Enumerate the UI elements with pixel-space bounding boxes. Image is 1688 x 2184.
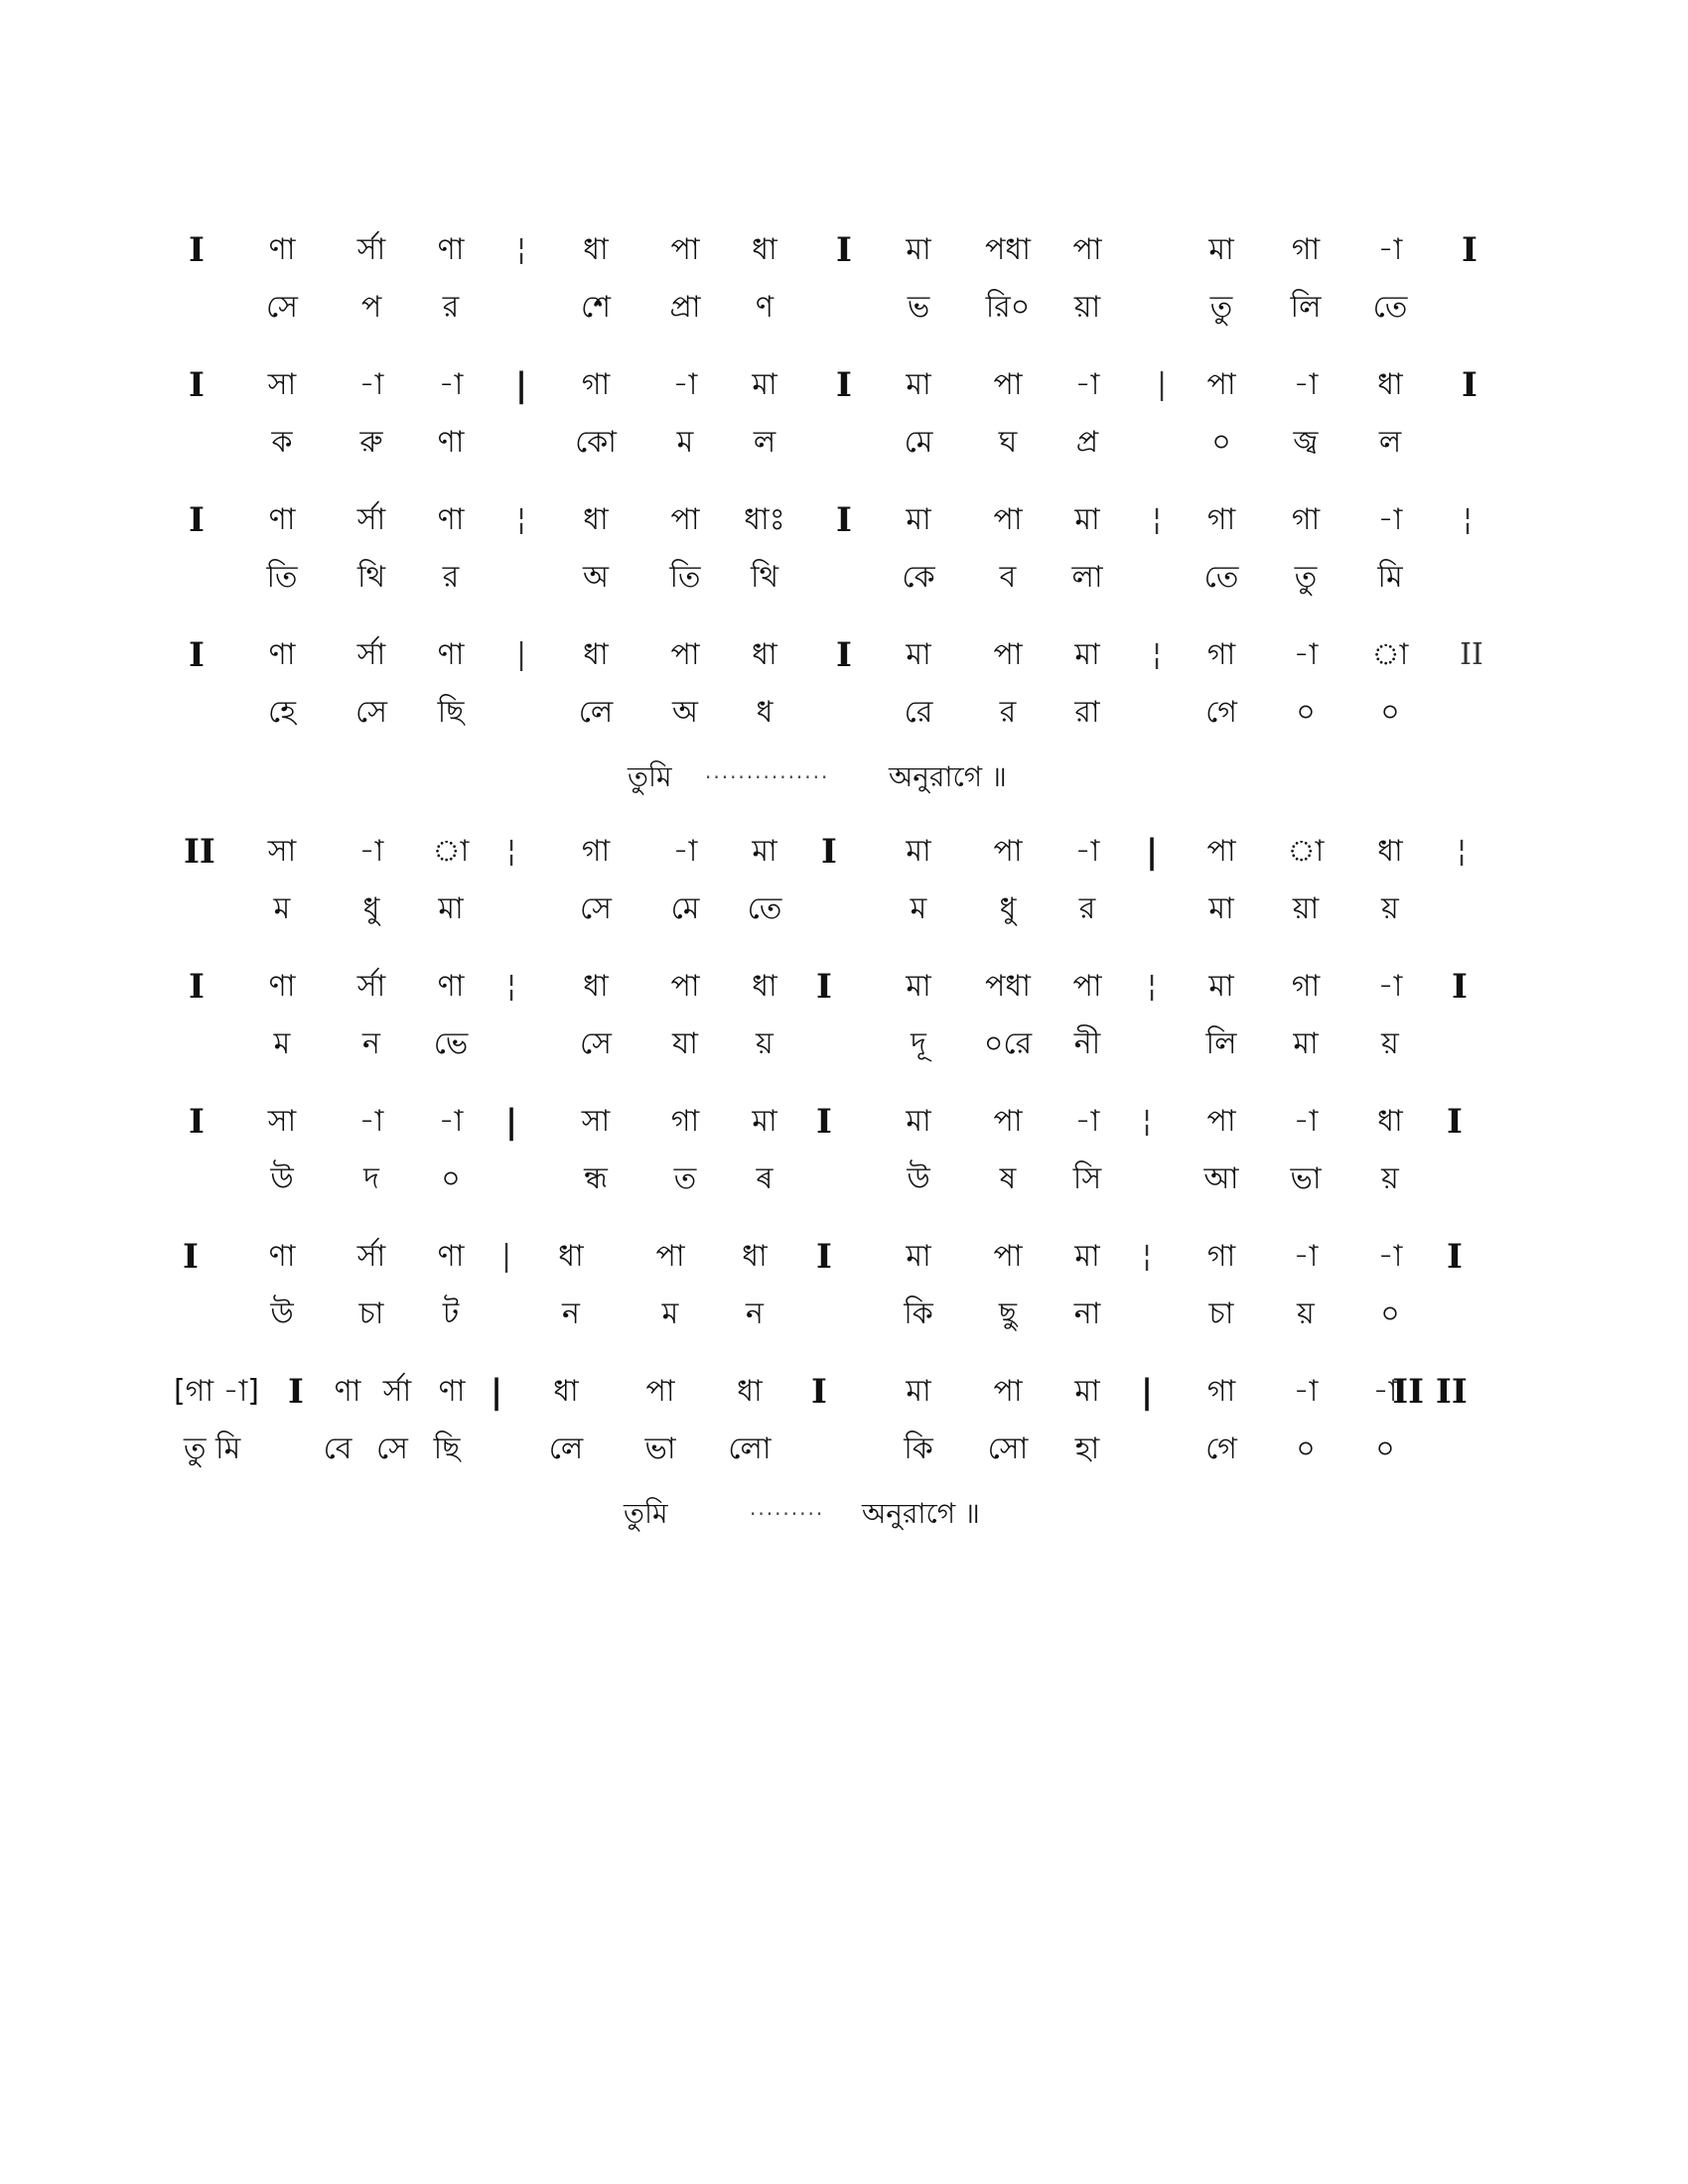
note: সা — [581, 1104, 611, 1139]
lyric-syllable: লা — [1071, 560, 1103, 595]
lyric-syllable: ছি — [433, 1432, 461, 1466]
lyric-syllable: ০ — [441, 1161, 461, 1196]
lyric-syllable: য় — [1297, 1297, 1315, 1331]
note: মা — [752, 834, 777, 869]
lyric-syllable: ম — [676, 425, 694, 460]
lyric-syllable: গে — [1205, 695, 1237, 730]
note: পা — [670, 969, 700, 1004]
lyric-syllable: সে — [266, 290, 298, 325]
lyric-syllable: ০রে — [983, 1026, 1033, 1061]
lyric-syllable: লো — [728, 1432, 772, 1466]
barline: ¦ — [1462, 502, 1474, 537]
note: ধা — [752, 969, 777, 1004]
lyric-syllable: কো — [575, 425, 617, 460]
lyric-syllable: কে — [902, 560, 935, 595]
notes-row — [0, 1362, 1688, 1422]
lyric-syllable: ট — [442, 1297, 460, 1331]
barline: I — [1452, 967, 1468, 1007]
lyric-syllable: ভে — [433, 1026, 469, 1061]
note: া — [1287, 834, 1325, 869]
note: পধা — [985, 232, 1031, 267]
note: ধা — [1377, 834, 1403, 869]
lyric-syllable: ধ — [756, 695, 774, 730]
note: -া — [1074, 367, 1100, 402]
note: -া — [1293, 1374, 1319, 1409]
notation-block-2 — [0, 355, 1688, 475]
refrain-word: তুমি — [628, 760, 672, 793]
lyric-syllable: তে — [1372, 290, 1408, 325]
lyric-syllable: ধু — [999, 891, 1017, 926]
note: ধা — [583, 637, 609, 672]
note: -া — [1293, 1104, 1319, 1139]
lyric-syllable: হে — [268, 695, 296, 730]
note: ধাঃ — [744, 502, 785, 537]
notation-block-5 — [0, 822, 1688, 941]
lyric-syllable: ০ — [1380, 1297, 1400, 1331]
lyric-syllable: শে — [581, 290, 611, 325]
note: -া — [1377, 1239, 1403, 1274]
note: ধা — [752, 232, 777, 267]
final-double-barline: II II — [1392, 1372, 1468, 1412]
note: পা — [645, 1374, 675, 1409]
barline: ¦ — [505, 834, 517, 869]
note: গা — [581, 367, 611, 402]
lyric-syllable: ০ — [1296, 695, 1316, 730]
lyric-syllable: ল — [1378, 425, 1402, 460]
note: -া — [1377, 502, 1403, 537]
start-barline: I — [183, 1237, 199, 1277]
lyric-syllable: ভা — [1290, 1161, 1322, 1196]
lyric-syllable: য় — [1381, 1161, 1399, 1196]
lyric-syllable: মি — [1377, 560, 1403, 595]
note: ধা — [1377, 1104, 1403, 1139]
barline: ¦ — [1141, 1104, 1153, 1139]
note: পা — [670, 637, 700, 672]
note: -া — [1293, 637, 1319, 672]
barline: ¦ — [515, 502, 527, 537]
lyric-syllable: ঘ — [998, 425, 1018, 460]
lyric-syllable: ম — [910, 891, 927, 926]
barline: | — [1156, 367, 1168, 402]
note: ধা — [558, 1239, 584, 1274]
note: ণা — [437, 232, 465, 267]
lyric-syllable: গে — [1205, 1432, 1237, 1466]
note: গা — [1291, 502, 1321, 537]
lyric-syllable: চা — [1208, 1297, 1234, 1331]
notation-block-1 — [0, 220, 1688, 340]
barline: ¦ — [1141, 1239, 1153, 1274]
note: সা — [267, 834, 297, 869]
lyric-syllable: থি — [356, 560, 385, 595]
lyric-syllable: ০ — [1296, 1432, 1316, 1466]
note: মা — [1074, 502, 1100, 537]
notation-block-9 — [0, 1362, 1688, 1481]
note: গা — [1291, 232, 1321, 267]
double-barline: II — [1460, 637, 1483, 672]
barline: I — [816, 1237, 832, 1277]
note: ণা — [268, 232, 296, 267]
refrain-word: তুমি — [624, 1497, 668, 1530]
note: মা — [906, 367, 931, 402]
note: পা — [1206, 367, 1236, 402]
lyric-syllable: অ — [583, 560, 609, 595]
lyric-syllable: ণ — [755, 290, 774, 325]
lyric-syllable: মা — [1293, 1026, 1319, 1061]
note: গা — [1206, 1239, 1236, 1274]
notation-block-4 — [0, 625, 1688, 745]
barline: | — [500, 1239, 512, 1274]
lyric-syllable: প্রা — [669, 290, 701, 325]
lyric-syllable: ছি — [437, 695, 465, 730]
start-barline: I — [189, 230, 205, 270]
lyric-syllable: সে — [355, 695, 387, 730]
note: ধা — [583, 969, 609, 1004]
note: ধা — [553, 1374, 579, 1409]
note: গা — [1206, 637, 1236, 672]
note: মা — [906, 969, 931, 1004]
note: ণা — [437, 637, 465, 672]
note: মা — [1208, 969, 1234, 1004]
lyric-syllable: উ — [270, 1297, 294, 1331]
lyric-syllable: থি — [750, 560, 778, 595]
note: ধা — [742, 1239, 768, 1274]
lyric-syllable: হা — [1074, 1432, 1100, 1466]
barline: I — [1447, 1102, 1463, 1142]
lyric-syllable: সো — [987, 1432, 1029, 1466]
barline: I — [1462, 230, 1477, 270]
note: ণা — [437, 969, 465, 1004]
notes-row — [0, 822, 1688, 882]
barline: | — [515, 637, 527, 672]
note: পা — [670, 502, 700, 537]
note: র্সা — [356, 637, 386, 672]
lyric-syllable: রা — [1074, 695, 1100, 730]
note: -া — [438, 367, 464, 402]
note: পা — [1072, 969, 1102, 1004]
lyric-syllable: য় — [1381, 1026, 1399, 1061]
note: র্সা — [356, 1239, 386, 1274]
note: গা — [670, 1104, 700, 1139]
lyric-syllable: ভ — [907, 290, 930, 325]
note: মা — [906, 637, 931, 672]
note: পা — [1072, 232, 1102, 267]
lyric-syllable: নী — [1073, 1026, 1101, 1061]
note: ণা — [268, 969, 296, 1004]
note: মা — [906, 1104, 931, 1139]
note: পা — [1206, 1104, 1236, 1139]
note: ণা — [437, 502, 465, 537]
refrain-end: অনুরাগে ॥ — [862, 1497, 980, 1530]
note: -া — [1074, 1104, 1100, 1139]
barline: | — [1145, 832, 1159, 872]
lyric-syllable: চা — [358, 1297, 384, 1331]
refrain-line — [0, 1489, 1688, 1539]
lyric-syllable: ণা — [437, 425, 465, 460]
lyrics-row — [0, 880, 1688, 939]
barline: ¦ — [515, 232, 527, 267]
repeat-prefix: [গা -া] — [174, 1374, 260, 1409]
start-barline: I — [189, 635, 205, 675]
notation-block-6 — [0, 957, 1688, 1076]
lyric-syllable: লি — [1290, 290, 1322, 325]
lyric-syllable: জ্ব — [1293, 425, 1319, 460]
barline: ¦ — [1151, 637, 1163, 672]
lyric-syllable: লে — [548, 1432, 584, 1466]
lyric-syllable: দূ — [911, 1026, 926, 1061]
note: মা — [906, 502, 931, 537]
note: গা — [581, 834, 611, 869]
note: ণা — [334, 1374, 361, 1409]
note: -া — [1074, 834, 1100, 869]
lyric-syllable: উ — [907, 1161, 930, 1196]
lyric-syllable: প — [360, 290, 382, 325]
start-barline: I — [189, 1102, 205, 1142]
lyric-syllable: ধু — [362, 891, 380, 926]
lyric-syllable: তে — [1203, 560, 1239, 595]
lyric-syllable: ল — [753, 425, 776, 460]
note: -া — [1377, 969, 1403, 1004]
lyric-syllable: তি — [669, 560, 701, 595]
lyric-syllable: কি — [904, 1432, 933, 1466]
lyric-syllable: প্র — [1075, 425, 1099, 460]
note: া — [1371, 637, 1409, 672]
lyric-syllable: সে — [580, 1026, 612, 1061]
lyric-syllable: মা — [438, 891, 464, 926]
note: ণা — [268, 1239, 296, 1274]
note: মা — [1074, 1239, 1100, 1274]
refrain-dots: ··············· — [705, 765, 830, 789]
note: ণা — [437, 1239, 465, 1274]
note: পা — [993, 1104, 1023, 1139]
lyrics-row — [0, 1420, 1688, 1479]
lyric-syllable: ত — [673, 1161, 697, 1196]
lyric-syllable: ০ — [1380, 695, 1400, 730]
lyric-syllable: আ — [1203, 1161, 1239, 1196]
lyric-syllable: তি — [266, 560, 298, 595]
note: ধা — [1377, 367, 1403, 402]
lyrics-row — [0, 413, 1688, 473]
start-double-barline: II — [184, 832, 215, 872]
notation-block-3 — [0, 490, 1688, 610]
lyric-syllable: ০ — [1375, 1432, 1395, 1466]
note: সা — [267, 1104, 297, 1139]
note: মা — [906, 1239, 931, 1274]
notation-block-8 — [0, 1227, 1688, 1346]
barline: I — [816, 967, 832, 1007]
note: মা — [752, 1104, 777, 1139]
barline: I — [816, 1102, 832, 1142]
notes-row — [0, 355, 1688, 415]
lyric-syllable: ব — [999, 560, 1017, 595]
note: পা — [993, 367, 1023, 402]
note: ধা — [583, 232, 609, 267]
note: -া — [1293, 1239, 1319, 1274]
lyric-syllable: তে — [747, 891, 782, 926]
lyric-syllable: দ — [363, 1161, 379, 1196]
lyrics-row — [0, 1285, 1688, 1344]
note: -া — [672, 367, 698, 402]
lyric-syllable: ম — [661, 1297, 679, 1331]
note: গা — [1206, 502, 1236, 537]
lyric-syllable: না — [1073, 1297, 1101, 1331]
note: া — [432, 834, 470, 869]
refrain-line — [0, 752, 1688, 802]
barline: | — [504, 1102, 518, 1142]
lyric-syllable: লি — [1205, 1026, 1237, 1061]
lyrics-row — [0, 1150, 1688, 1209]
notes-row — [0, 1092, 1688, 1152]
note: র্সা — [356, 232, 386, 267]
lyric-syllable: য়া — [1073, 290, 1101, 325]
lyric-syllable: য় — [1381, 891, 1399, 926]
lyric-syllable: ভা — [644, 1432, 676, 1466]
note: পধা — [985, 969, 1031, 1004]
note: র্সা — [356, 502, 386, 537]
lyric-syllable: সি — [1072, 1161, 1102, 1196]
lyric-syllable: যা — [672, 1026, 698, 1061]
lyric-syllable: ন — [362, 1026, 380, 1061]
lyric-syllable: মে — [904, 425, 933, 460]
lyric-syllable: ৰ — [756, 1161, 774, 1196]
lyric-prefix: তু মি — [184, 1432, 241, 1466]
note: -া — [438, 1104, 464, 1139]
note: র্সা — [382, 1374, 412, 1409]
note: পা — [655, 1239, 685, 1274]
note: -া — [1372, 1374, 1398, 1409]
start-barline: I — [189, 365, 205, 405]
lyric-syllable: সে — [580, 891, 612, 926]
lyrics-row — [0, 548, 1688, 608]
lyric-syllable: মে — [670, 891, 700, 926]
barline: I — [821, 832, 837, 872]
start-barline: I — [189, 500, 205, 540]
note: মা — [1208, 232, 1234, 267]
barline: | — [490, 1372, 503, 1412]
lyric-syllable: র — [1078, 891, 1096, 926]
barline: | — [1140, 1372, 1154, 1412]
note: পা — [993, 1374, 1023, 1409]
lyrics-row — [0, 1015, 1688, 1074]
lyric-syllable: ন্ধ — [584, 1161, 608, 1196]
lyrics-row — [0, 683, 1688, 743]
note: ধা — [752, 637, 777, 672]
lyric-syllable: কি — [904, 1297, 933, 1331]
lyric-syllable: অ — [672, 695, 698, 730]
note: ণা — [268, 637, 296, 672]
notes-row — [0, 1227, 1688, 1287]
lyric-syllable: রি০ — [985, 290, 1031, 325]
lyric-syllable: র — [442, 560, 460, 595]
lyric-syllable: ম — [273, 1026, 291, 1061]
lyric-syllable: র — [442, 290, 460, 325]
start-barline: I — [189, 967, 205, 1007]
lyric-syllable: ন — [562, 1297, 580, 1331]
note: -া — [1293, 367, 1319, 402]
barline: I — [836, 635, 852, 675]
lyric-syllable: তু — [1294, 560, 1318, 595]
lyric-syllable: ক — [271, 425, 293, 460]
refrain-end: অনুরাগে ॥ — [889, 760, 1007, 793]
lyric-syllable: ০ — [1211, 425, 1231, 460]
note: মা — [1074, 637, 1100, 672]
note: র্সা — [356, 969, 386, 1004]
notes-row — [0, 220, 1688, 280]
note: সা — [267, 367, 297, 402]
note: ণা — [438, 1374, 466, 1409]
start-barline: I — [288, 1372, 304, 1412]
barline: ¦ — [1456, 834, 1468, 869]
lyric-syllable: রে — [904, 695, 933, 730]
barline: I — [811, 1372, 827, 1412]
lyric-syllable: য়া — [1292, 891, 1320, 926]
lyric-syllable: ছু — [998, 1297, 1018, 1331]
note: মা — [906, 1374, 931, 1409]
note: -া — [358, 834, 384, 869]
note: -া — [1377, 232, 1403, 267]
barline: I — [836, 230, 852, 270]
lyric-syllable: মা — [1208, 891, 1234, 926]
lyric-syllable: লে — [578, 695, 614, 730]
notes-row — [0, 957, 1688, 1017]
lyric-syllable: রু — [359, 425, 383, 460]
note: পা — [993, 834, 1023, 869]
barline: I — [836, 365, 852, 405]
lyric-syllable: সে — [376, 1432, 408, 1466]
note: ণা — [268, 502, 296, 537]
note: মা — [906, 232, 931, 267]
note: মা — [1074, 1374, 1100, 1409]
note: -া — [672, 834, 698, 869]
note: পা — [670, 232, 700, 267]
note: গা — [1291, 969, 1321, 1004]
refrain-dots: ········· — [750, 1502, 825, 1526]
notes-row — [0, 625, 1688, 685]
lyric-syllable: র — [999, 695, 1017, 730]
note: -া — [358, 367, 384, 402]
barline: ¦ — [1151, 502, 1163, 537]
note: পা — [993, 1239, 1023, 1274]
barline: ¦ — [1146, 969, 1158, 1004]
lyric-syllable: বে — [323, 1432, 352, 1466]
note: গা — [1206, 1374, 1236, 1409]
lyric-syllable: উ — [270, 1161, 294, 1196]
barline: | — [514, 365, 528, 405]
barline: I — [1462, 365, 1477, 405]
note: -া — [358, 1104, 384, 1139]
lyric-syllable: তু — [1209, 290, 1233, 325]
barline: ¦ — [505, 969, 517, 1004]
notes-row — [0, 490, 1688, 550]
note: পা — [993, 502, 1023, 537]
lyric-syllable: ষ — [999, 1161, 1017, 1196]
note: মা — [752, 367, 777, 402]
lyric-syllable: য় — [756, 1026, 774, 1061]
barline: I — [836, 500, 852, 540]
note: পা — [1206, 834, 1236, 869]
note: মা — [906, 834, 931, 869]
lyric-syllable: ম — [273, 891, 291, 926]
note: পা — [993, 637, 1023, 672]
lyrics-row — [0, 278, 1688, 338]
notation-block-7 — [0, 1092, 1688, 1211]
note: ধা — [583, 502, 609, 537]
note: ধা — [737, 1374, 763, 1409]
lyric-syllable: ন — [746, 1297, 764, 1331]
barline: I — [1447, 1237, 1463, 1277]
